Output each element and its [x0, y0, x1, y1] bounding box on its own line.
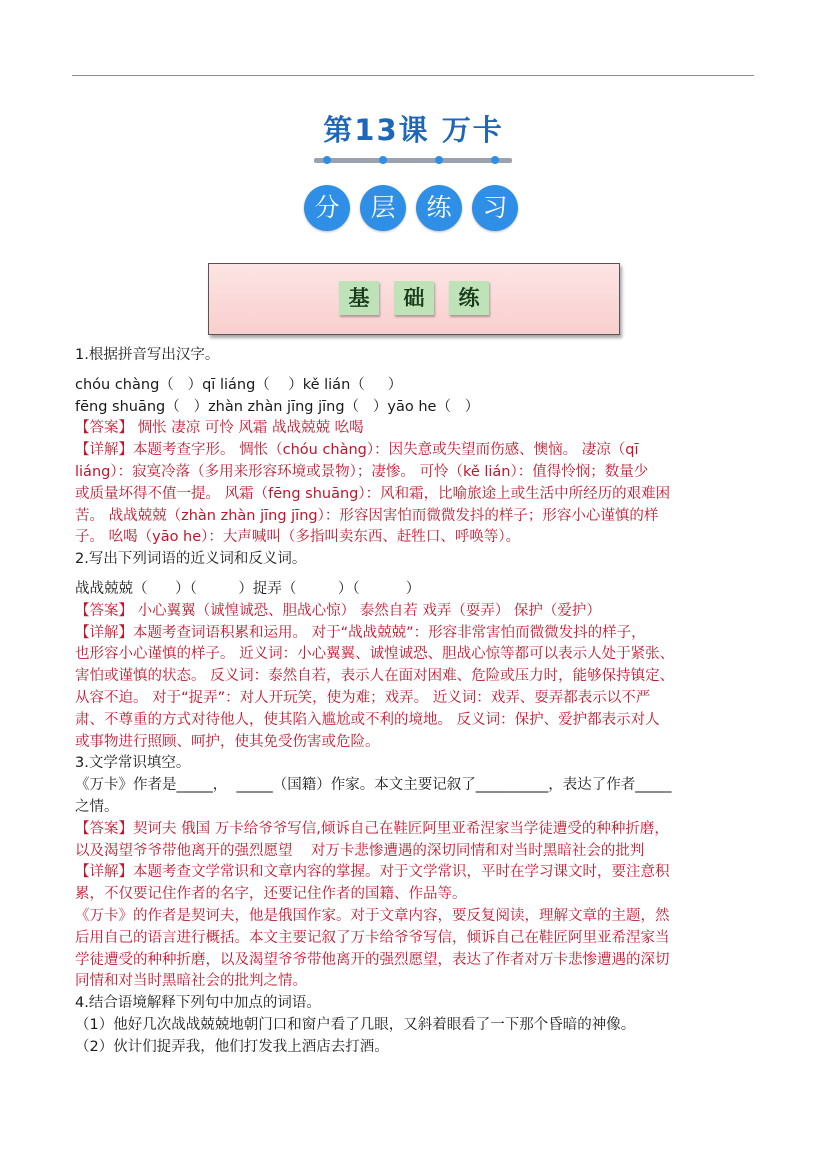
answer-line-a2: 【答案】 小心翼翼（诚惶诚恐、胆战心惊） 泰然自若 戏弄（耍弄） 保护（爱护）: [75, 602, 601, 619]
practice-badge-fen: 分: [304, 185, 350, 231]
answer-line-d3-4: 后用自己的语言进行概括。本文主要记叙了万卡给爷爷写信，倾诉自己在鞋匠阿里亚希涅家当: [75, 929, 670, 946]
practice-badge-lian: 练: [416, 185, 462, 231]
section-banner: [208, 263, 620, 335]
question-line-q2: 2.写出下列词语的近义词和反义词。: [75, 551, 307, 568]
underline-dot: [491, 156, 499, 164]
answer-line-d1-3: 或质量坏得不值一提。 风霜（fēng shuāng）：风和霜，比喻旅途上或生活中所经历的艰难困: [75, 485, 671, 502]
answer-line-d2-6: 或事物进行照顾、呵护，使其免受伤害或危险。: [75, 733, 380, 750]
answer-line-d1-2: liáng）：寂寞冷落（多用来形容环境或景物）；凄惨。 可怜（kě lián）：值得怜悯；数量少: [75, 463, 649, 480]
section-char: 练: [449, 281, 489, 315]
spacer: [75, 571, 757, 579]
section-char: 基: [339, 281, 379, 315]
practice-badge-xi: 习: [472, 185, 518, 231]
title-underline: [314, 158, 512, 163]
answer-line-d2-5: 肃、不尊重的方式对待他人，使其陷入尴尬或不利的境地。 反义词：保护、爱护都表示对人: [75, 711, 660, 728]
answer-line-d2-4: 从容不迫。 对于“捉弄”：对人开玩笑，使为难；戏弄。 近义词：戏弄、耍弄都表示以不严: [75, 689, 651, 706]
section-char: 础: [394, 281, 434, 315]
answer-line-a3-2: 以及渴望爷爷带他离开的强烈愿望 对万卡悲惨遭遇的深切同情和对当时黑暗社会的批判: [75, 842, 645, 859]
answer-line-d1-1: 【详解】本题考查字形。 惆怅（chóu chàng）：因失意或失望而伤感、懊恼。 凄凉（qī: [75, 442, 639, 459]
spacer: [75, 367, 757, 375]
practice-badge-ceng: 层: [360, 185, 406, 231]
underline-dot: [379, 156, 387, 164]
answer-line-d2-2: 也形容小心谨慎的样子。 近义词：小心翼翼、诚惶诚恐、胆战心惊等都可以表示人处于紧张、: [75, 646, 675, 663]
answer-line-d3-3: 《万卡》的作者是契诃夫，他是俄国作家。对于文章内容，要反复阅读，理解文章的主题，然: [75, 907, 670, 924]
answer-line-d2-1: 【详解】本题考查词语积累和运用。 对于“战战兢兢”：形容非常害怕而微微发抖的样子，: [75, 624, 646, 641]
header-rule: [72, 75, 754, 76]
question-line-q4-1: （1）他好几次战战兢兢地朝门口和窗户看了几眼，又斜着眼看了一下那个昏暗的神像。: [75, 1016, 636, 1033]
answer-line-d1-5: 子。 吆喝（yāo he）：大声喊叫（多指叫卖东西、赶牲口、呼唤等）。: [75, 529, 521, 546]
question-line-q3-l1: 《万卡》作者是_____， _____（国籍）作家。本文主要记叙了__________，表达了作者_____: [75, 777, 672, 794]
answer-line-d1-4: 苦。 战战兢兢（zhàn zhàn jīng jīng）：形容因害怕而微微发抖的样子；形容小心谨慎的样: [75, 507, 659, 524]
question-line-q2-l1: 战战兢兢（ ）（ ）捉弄（ ）（ ）: [75, 580, 421, 597]
answer-line-d2-3: 害怕或谨慎的状态。 反义词：泰然自若，表示人在面对困难、危险或压力时，能够保持镇定、: [75, 668, 675, 685]
answer-line-d3-6: 同情和对当时黑暗社会的批判之情。: [75, 973, 307, 990]
question-line-q1: 1.根据拼音写出汉字。: [75, 347, 220, 363]
lesson-title: 第13课 万卡: [323, 113, 504, 147]
answer-line-a3-1: 【答案】契诃夫 俄国 万卡给爷爷写信,倾诉自己在鞋匠阿里亚希涅家当学徒遭受的种种折磨，: [75, 820, 669, 837]
worksheet-body: [75, 345, 757, 1059]
underline-dot: [323, 156, 331, 164]
question-line-q4-2: （2）伙计们捉弄我，他们打发我上酒店去打酒。: [75, 1038, 389, 1055]
answer-line-d3-5: 学徒遭受的种种折磨，以及渴望爷爷带他离开的强烈愿望，表达了作者对万卡悲惨遭遇的深切: [75, 951, 670, 968]
answer-line-d3-1: 【详解】本题考查文学常识和文章内容的掌握。对于文学常识，平时在学习课文时，要注意积: [75, 864, 670, 881]
underline-dot: [435, 156, 443, 164]
question-line-q1-l2: fēng shuāng（ ）zhàn zhàn jīng jīng（ ）yāo he（ ）: [75, 398, 480, 415]
answer-line-d3-2: 累，不仅要记住作者的名字，还要记住作者的国籍、作品等。: [75, 886, 467, 903]
question-line-q4: 4.结合语境解释下列句中加点的词语。: [75, 995, 321, 1012]
question-line-q3-l2: 之情。: [75, 798, 119, 815]
answer-line-a1: 【答案】 惆怅 凄凉 可怜 风霜 战战兢兢 吆喝: [75, 420, 364, 437]
question-line-q1-l1: chóu chàng（ ）qī liáng（ ）kě lián（ ）: [75, 376, 403, 393]
question-line-q3: 3.文学常识填空。: [75, 755, 191, 772]
